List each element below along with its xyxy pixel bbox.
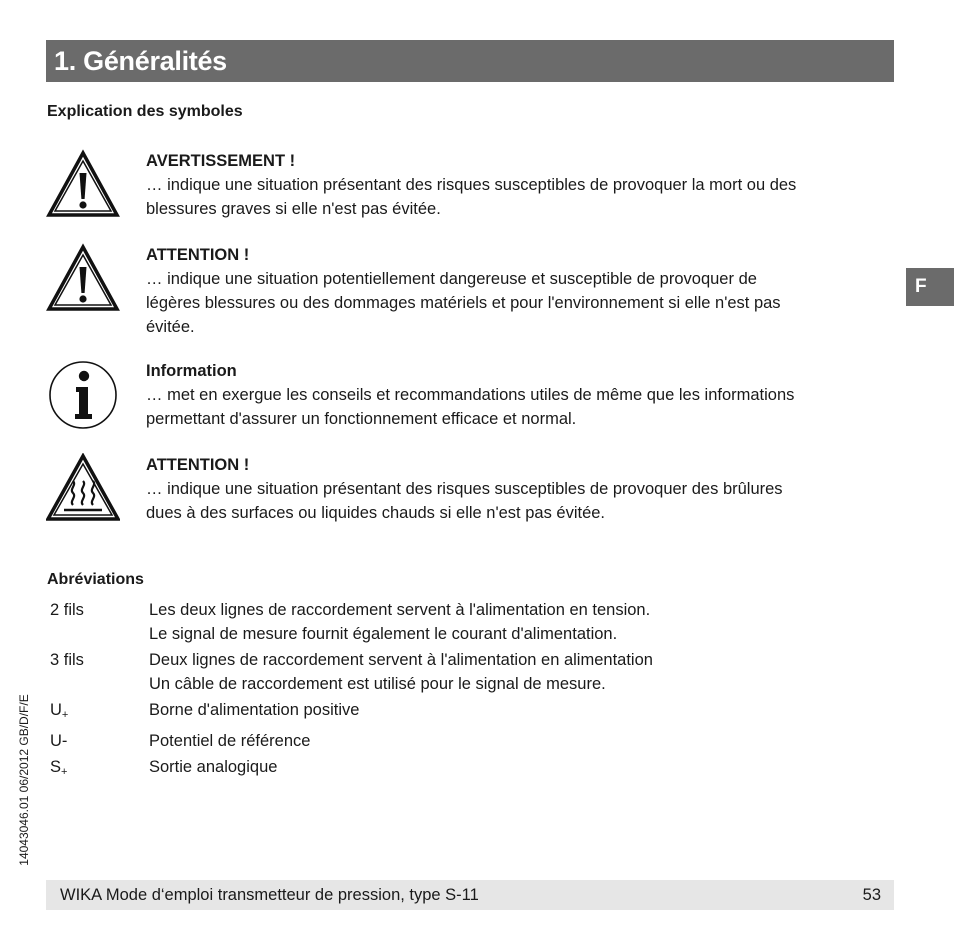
abbreviation-term: 3 fils [50, 651, 84, 669]
abbreviation-term: $U_+$ [50, 701, 69, 721]
abbreviation-description: Deux lignes de raccordement servent à l'alimentation en alimentation Un câble de raccordement est utilisé pour le signal de mesure. [149, 651, 653, 693]
symbol-line: permettant d'assurer un fonctionnement efficace et normal. [146, 410, 577, 428]
symbol-line: … indique une situation présentant des risques susceptibles de provoquer des brûlures [146, 480, 783, 498]
abbreviation-description: Les deux lignes de raccordement servent à l'alimentation en tension. Le signal de mesure fournit également le courant d'alimentation. [149, 601, 651, 643]
symbol-line: évitée. [146, 318, 195, 336]
symbol-line: … indique une situation potentiellement dangereuse et susceptible de provoquer de [146, 270, 757, 288]
symbol-line: blessures graves si elle n'est pas évitée. [146, 200, 441, 218]
warning-triangle-icon [46, 149, 120, 219]
symbol-title: ATTENTION ! [146, 246, 250, 264]
abbreviation-term: U- [50, 732, 68, 750]
abbreviation-subscript: + [61, 766, 68, 778]
page-number: 53 [862, 885, 881, 904]
document-code [14, 680, 34, 880]
abbreviation-description: Sortie analogique [149, 758, 278, 776]
symbol-description [146, 359, 886, 431]
document-code-text: 14043046.01 06/2012 GB/D/F/E [17, 694, 31, 866]
symbol-line: … met en exergue les conseils et recommandations utiles de même que les informations [146, 386, 795, 404]
hot-surface-icon [46, 453, 120, 523]
symbol-title: AVERTISSEMENT ! [146, 152, 296, 170]
language-tab: F [906, 268, 954, 306]
footer-title: WIKA Mode d‘emploi transmetteur de pression, type S-11 [60, 885, 479, 904]
symbol-title: ATTENTION ! [146, 456, 250, 474]
symbol-line: légères blessures ou des dommages matériels et pour l'environnement si elle n'est pas [146, 294, 781, 312]
information-icon [46, 359, 120, 429]
symbols-heading: Explication des symboles [47, 103, 243, 120]
abbreviations-heading: Abréviations [47, 571, 144, 588]
abbreviation-row [50, 755, 850, 784]
abbreviation-subscript: + [61, 709, 69, 721]
page-footer [46, 880, 894, 910]
abbreviation-row [50, 648, 850, 696]
abbreviation-description: Borne d'alimentation positive [149, 701, 360, 719]
symbol-title: Information [146, 362, 237, 380]
symbol-description [146, 243, 886, 339]
abbreviations-list [50, 598, 850, 786]
symbol-line: dues à des surfaces ou liquides chauds si elle n'est pas évitée. [146, 504, 606, 522]
symbol-line: … indique une situation présentant des risques susceptibles de provoquer la mort ou des [146, 176, 797, 194]
abbreviation-row [50, 598, 850, 646]
section-title: 1. Généralités [46, 40, 894, 82]
abbreviation-term: $S_+$ [50, 758, 68, 778]
symbol-description [146, 149, 886, 221]
warning-triangle-icon [46, 243, 120, 313]
symbol-description [146, 453, 886, 525]
abbreviation-row [50, 729, 850, 753]
abbreviation-term: 2 fils [50, 601, 84, 619]
abbreviation-description: Potentiel de référence [149, 732, 311, 750]
abbreviation-row [50, 698, 850, 727]
